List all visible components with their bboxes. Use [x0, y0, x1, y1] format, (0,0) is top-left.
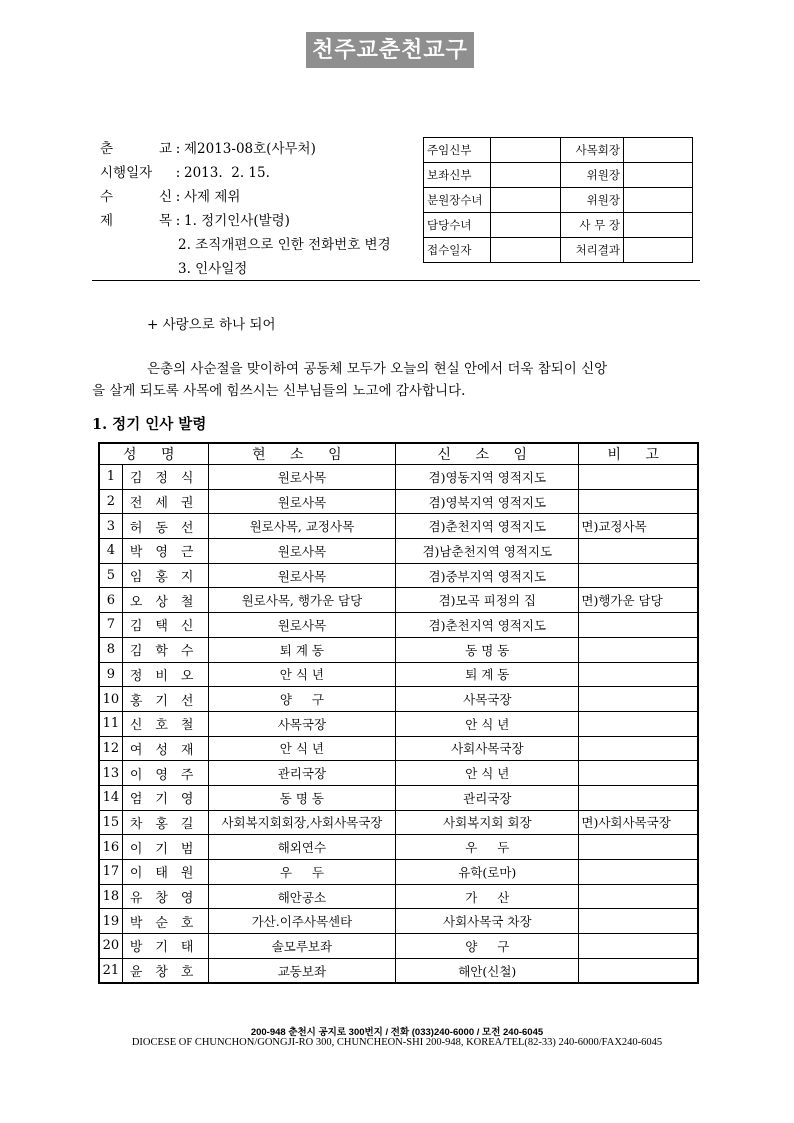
note: 면)사회사목국장: [579, 810, 698, 835]
current-post: 사회복지회회장,사회사목국장: [208, 810, 396, 835]
table-row: [99, 761, 698, 786]
row-number: 3: [99, 514, 122, 539]
table-row: [99, 835, 698, 860]
person-name: 홍기선: [122, 687, 208, 712]
note: [579, 613, 698, 638]
table-row: [99, 934, 698, 959]
note: 면)행가운 담당: [579, 588, 698, 613]
note: [579, 637, 698, 662]
person-name: 박순호: [122, 909, 208, 934]
note: [579, 884, 698, 909]
table-row: [99, 736, 698, 761]
new-post: 양 구: [396, 934, 579, 959]
current-post: 해안공소: [208, 884, 396, 909]
role-label: 사 무 장: [561, 213, 624, 238]
row-number: 13: [99, 761, 122, 786]
current-post: 양 구: [208, 687, 396, 712]
current-post: 솔모루보좌: [208, 934, 396, 959]
row-number: 17: [99, 860, 122, 885]
note: [579, 489, 698, 514]
subject-item-3: 3. 인사일정: [178, 261, 248, 277]
new-post: 사목국장: [396, 687, 579, 712]
row-number: 21: [99, 958, 122, 983]
current-post: 안 식 년: [208, 662, 396, 687]
person-name: 정비오: [122, 662, 208, 687]
signature-cell: [624, 238, 693, 263]
intro-line-2: 을 살게 되도록 사목에 힘쓰시는 신부님들의 노고에 감사합니다.: [92, 383, 466, 399]
row-number: 8: [99, 637, 122, 662]
note: [579, 761, 698, 786]
current-post: 원로사목: [208, 539, 396, 564]
table-row: [99, 539, 698, 564]
table-row: [99, 810, 698, 835]
diocese-logo: 천주교춘천교구: [306, 32, 474, 68]
row-number: 9: [99, 662, 122, 687]
approval-row: [424, 138, 693, 163]
approval-table: [423, 137, 693, 263]
row-number: 15: [99, 810, 122, 835]
person-name: 이태원: [122, 860, 208, 885]
current-post: 원로사목: [208, 563, 396, 588]
header-name: 성 명: [99, 443, 208, 465]
role-label: 위원장: [561, 188, 624, 213]
table-row: [99, 613, 698, 638]
new-post: 겸)영동지역 영적지도: [396, 465, 579, 490]
signature-cell: [491, 213, 561, 238]
current-post: 동 명 동: [208, 785, 396, 810]
table-row: [99, 489, 698, 514]
new-post: 가 산: [396, 884, 579, 909]
table-row: [99, 909, 698, 934]
person-name: 유창영: [122, 884, 208, 909]
subject-item-1: 1. 정기인사(발령): [184, 213, 290, 229]
table-row: [99, 563, 698, 588]
meta-doc-no: 춘 교 : 제2013-08호(사무처): [100, 141, 316, 157]
person-name: 박영근: [122, 539, 208, 564]
greeting: + 사랑으로 하나 되어: [147, 317, 276, 333]
new-post: 사회사목국장: [396, 736, 579, 761]
row-number: 16: [99, 835, 122, 860]
new-post: 동 명 동: [396, 637, 579, 662]
role-label: 담당수녀: [424, 213, 491, 238]
header-note: 비 고: [579, 443, 698, 465]
note: [579, 860, 698, 885]
person-name: 김택신: [122, 613, 208, 638]
new-post: 관리국장: [396, 785, 579, 810]
person-name: 전세권: [122, 489, 208, 514]
new-post: 안 식 년: [396, 711, 579, 736]
person-name: 신호철: [122, 711, 208, 736]
approval-row: [424, 163, 693, 188]
person-name: 오상철: [122, 588, 208, 613]
current-post: 해외연수: [208, 835, 396, 860]
table-row: [99, 958, 698, 983]
note: [579, 785, 698, 810]
new-post: 겸)춘천지역 영적지도: [396, 613, 579, 638]
table-row: [99, 662, 698, 687]
current-post: 원로사목, 교정사목: [208, 514, 396, 539]
table-header-row: [99, 443, 698, 465]
person-name: 윤창호: [122, 958, 208, 983]
new-post: 겸)남춘천지역 영적지도: [396, 539, 579, 564]
new-post: 겸)춘천지역 영적지도: [396, 514, 579, 539]
header-new-post: 신 소 임: [396, 443, 579, 465]
row-number: 20: [99, 934, 122, 959]
new-post: 해안(신철): [396, 958, 579, 983]
signature-cell: [624, 213, 693, 238]
note: 면)교정사목: [579, 514, 698, 539]
current-post: 사목국장: [208, 711, 396, 736]
row-number: 6: [99, 588, 122, 613]
signature-cell: [491, 163, 561, 188]
approval-row: [424, 188, 693, 213]
issue-date: 2013. 2. 15.: [184, 165, 270, 181]
section-title: 1. 정기 인사 발령: [92, 416, 207, 433]
new-post: 퇴 계 동: [396, 662, 579, 687]
table-row: [99, 465, 698, 490]
signature-cell: [491, 188, 561, 213]
note: [579, 662, 698, 687]
table-row: [99, 884, 698, 909]
table-row: [99, 711, 698, 736]
person-name: 임홍지: [122, 563, 208, 588]
role-label: 주임신부: [424, 138, 491, 163]
person-name: 김정식: [122, 465, 208, 490]
new-post: 유학(로마): [396, 860, 579, 885]
new-post: 우 두: [396, 835, 579, 860]
table-row: [99, 588, 698, 613]
note: [579, 736, 698, 761]
table-row: [99, 514, 698, 539]
meta-subject: 제 목 : 1. 정기인사(발령): [100, 213, 290, 229]
new-post: 겸)영북지역 영적지도: [396, 489, 579, 514]
signature-cell: [624, 163, 693, 188]
meta-recipient: 수 신 : 사제 제위: [100, 189, 241, 205]
new-post: 안 식 년: [396, 761, 579, 786]
signature-cell: [624, 138, 693, 163]
note: [579, 465, 698, 490]
note: [579, 563, 698, 588]
current-post: 우 두: [208, 860, 396, 885]
note: [579, 934, 698, 959]
row-number: 4: [99, 539, 122, 564]
person-name: 차홍길: [122, 810, 208, 835]
role-label: 접수일자: [424, 238, 491, 263]
current-post: 가산.이주사목센타: [208, 909, 396, 934]
intro-line-1: 은총의 사순절을 맞이하여 공동체 모두가 오늘의 현실 안에서 더욱 참되이 신앙: [147, 361, 608, 377]
note: [579, 835, 698, 860]
person-name: 김학수: [122, 637, 208, 662]
row-number: 5: [99, 563, 122, 588]
person-name: 허동선: [122, 514, 208, 539]
current-post: 원로사목, 행가운 담당: [208, 588, 396, 613]
note: [579, 958, 698, 983]
row-number: 2: [99, 489, 122, 514]
current-post: 원로사목: [208, 465, 396, 490]
recipient: 사제 제위: [184, 189, 241, 205]
approval-row: [424, 213, 693, 238]
new-post: 겸)모곡 피정의 집: [396, 588, 579, 613]
signature-cell: [624, 188, 693, 213]
header-divider: [92, 280, 700, 281]
role-label: 분원장수녀: [424, 188, 491, 213]
current-post: 관리국장: [208, 761, 396, 786]
role-label: 사목회장: [561, 138, 624, 163]
row-number: 12: [99, 736, 122, 761]
person-name: 엄기영: [122, 785, 208, 810]
current-post: 원로사목: [208, 613, 396, 638]
meta-date: 시행일자 : 2013. 2. 15.: [100, 165, 270, 181]
note: [579, 687, 698, 712]
table-row: [99, 860, 698, 885]
footer-address-english: DIOCESE OF CHUNCHON/GONGJI-RO 300, CHUNCHEON-SHI 200-948, KOREA/TEL(82-33) 240-6000/FAX240-6045: [131, 1037, 663, 1048]
current-post: 교동보좌: [208, 958, 396, 983]
table-row: [99, 637, 698, 662]
current-post: 원로사목: [208, 489, 396, 514]
new-post: 사회사목국 차장: [396, 909, 579, 934]
doc-number: 제2013-08호(사무처): [184, 141, 316, 157]
row-number: 11: [99, 711, 122, 736]
footer-address-korean: 200-948 춘천시 공지로 300번지 / 전화 (033)240-6000 / 모전 240-6045: [250, 1027, 544, 1038]
note: [579, 909, 698, 934]
person-name: 이영주: [122, 761, 208, 786]
row-number: 10: [99, 687, 122, 712]
note: [579, 711, 698, 736]
role-label: 보좌신부: [424, 163, 491, 188]
current-post: 퇴 계 동: [208, 637, 396, 662]
row-number: 1: [99, 465, 122, 490]
row-number: 14: [99, 785, 122, 810]
note: [579, 539, 698, 564]
approval-row: [424, 238, 693, 263]
row-number: 18: [99, 884, 122, 909]
table-row: [99, 687, 698, 712]
table-row: [99, 785, 698, 810]
role-label: 위원장: [561, 163, 624, 188]
subject-item-2: 2. 조직개편으로 인한 전화번호 변경: [178, 237, 391, 253]
new-post: 겸)중부지역 영적지도: [396, 563, 579, 588]
person-name: 방기태: [122, 934, 208, 959]
row-number: 19: [99, 909, 122, 934]
person-name: 이기범: [122, 835, 208, 860]
personnel-table: [98, 442, 699, 984]
row-number: 7: [99, 613, 122, 638]
person-name: 여성재: [122, 736, 208, 761]
header-current-post: 현 소 임: [208, 443, 396, 465]
signature-cell: [491, 238, 561, 263]
current-post: 안 식 년: [208, 736, 396, 761]
new-post: 사회복지회 회장: [396, 810, 579, 835]
signature-cell: [491, 138, 561, 163]
role-label: 처리결과: [561, 238, 624, 263]
